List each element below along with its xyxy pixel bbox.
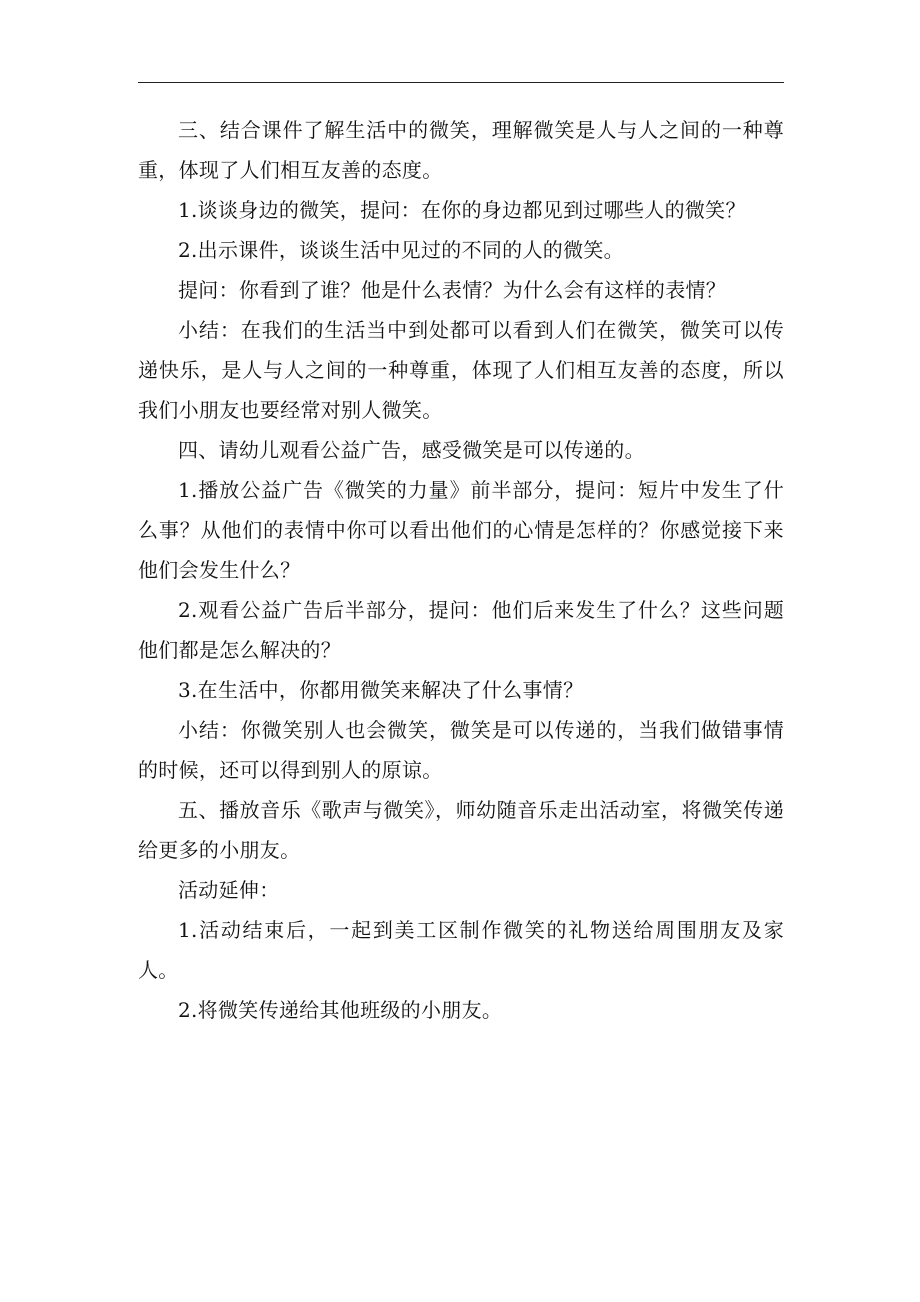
section-four-heading: 四、请幼儿观看公益广告，感受微笑是可以传递的。: [178, 438, 645, 462]
header-rule: [138, 82, 784, 83]
step-1-paragraph: 1.播放公益广告《微笑的力量》前半部分，提问：短片中发生了什么事？从他们的表情中你可以看出他们的心情是怎样的？你感觉接下来他们会发生什么？: [138, 478, 784, 582]
step-3-paragraph: 3.在生活中，你都用微笑来解决了什么事情？: [178, 678, 584, 702]
step-2-paragraph: 2.出示课件，谈谈生活中见过的不同的人的微笑。: [178, 238, 624, 262]
step-2-paragraph: 2.观看公益广告后半部分，提问：他们后来发生了什么？这些问题他们都是怎么解决的？: [138, 598, 784, 662]
document-body: [138, 110, 784, 1030]
summary-paragraph: 小结：在我们的生活当中到处都可以看到人们在微笑，微笑可以传递快乐，是人与人之间的一种尊重，体现了人们相互友善的态度，所以我们小朋友也要经常对别人微笑。: [138, 318, 784, 422]
summary-paragraph: 小结：你微笑别人也会微笑，微笑是可以传递的，当我们做错事情的时候，还可以得到别人的原谅。: [138, 718, 784, 782]
step-1-paragraph: 1.谈谈身边的微笑，提问：在你的身边都见到过哪些人的微笑？: [178, 198, 746, 222]
section-three-heading: 三、结合课件了解生活中的微笑，理解微笑是人与人之间的一种尊重，体现了人们相互友善的态度。: [138, 118, 784, 182]
extension-step-1-paragraph: 1.活动结束后，一起到美工区制作微笑的礼物送给周围朋友及家人。: [138, 918, 784, 982]
question-paragraph: 提问：你看到了谁？他是什么表情？为什么会有这样的表情？: [178, 278, 727, 302]
section-five-heading: 五、播放音乐《歌声与微笑》，师幼随音乐走出活动室，将微笑传递给更多的小朋友。: [138, 798, 784, 862]
extension-step-2-paragraph: 2.将微笑传递给其他班级的小朋友。: [178, 998, 503, 1022]
activity-extension-heading: 活动延伸：: [178, 878, 280, 902]
